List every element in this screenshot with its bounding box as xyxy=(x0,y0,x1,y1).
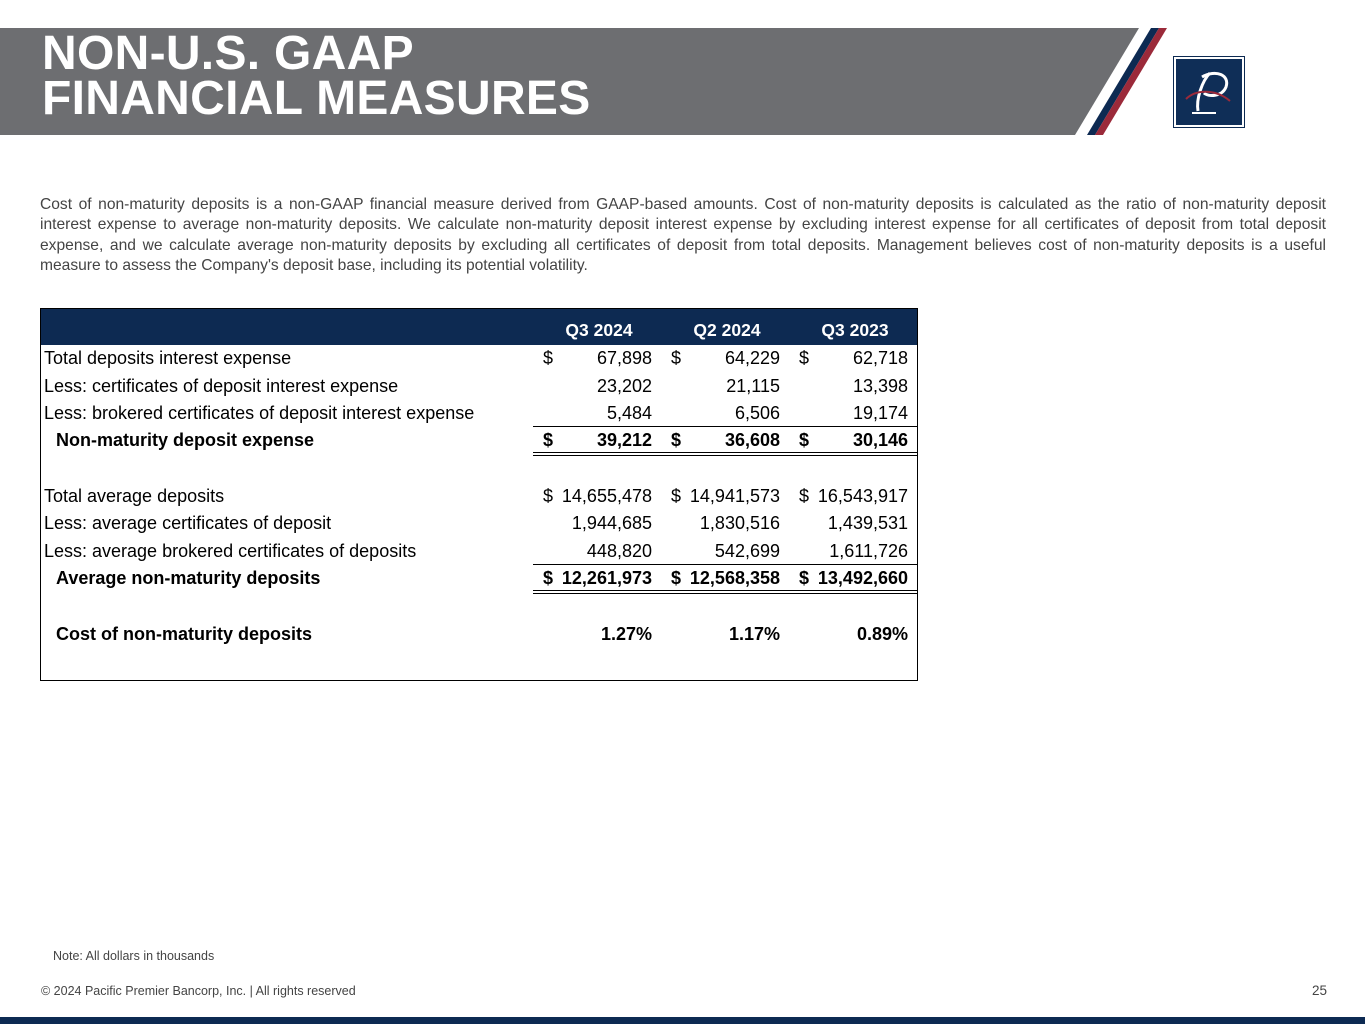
bottom-bar xyxy=(0,1017,1365,1024)
cell-value: 19,174 xyxy=(852,403,908,423)
currency-symbol: $ xyxy=(799,348,810,368)
cell-value: 64,229 xyxy=(724,348,780,368)
cell-value: 5,484 xyxy=(606,403,652,423)
cell-value: 6,506 xyxy=(734,403,780,423)
cell-value: 23,202 xyxy=(596,376,652,396)
page-title xyxy=(42,27,591,125)
table-row-ratio xyxy=(41,621,917,648)
cell-value: 12,568,358 xyxy=(689,568,780,588)
row-label: Less: certificates of deposit interest expense xyxy=(44,376,399,396)
cell-value: 448,820 xyxy=(586,541,652,561)
footnote: Note: All dollars in thousands xyxy=(53,949,215,963)
row-label: Less: average brokered certificates of deposits xyxy=(44,541,417,561)
currency-symbol: $ xyxy=(799,486,810,506)
intro-paragraph: Cost of non-maturity deposits is a non-GAAP financial measure derived from GAAP-based amounts. Cost of non-maturity deposits is calculated as the ratio of non-maturity deposit interest expense to average non-maturity deposits. We calculate non-maturity deposit interest expense by excluding interest expense for all certificates of deposit from total deposit expense, and we calculate average non-maturity deposits by excluding all certificates of deposit from total deposits. Management believes cost of non-maturity deposits is a useful measure to assess the Company's deposit base, including its potential volatility. xyxy=(40,196,1326,275)
currency-symbol: $ xyxy=(543,430,554,450)
currency-symbol: $ xyxy=(671,486,682,506)
currency-symbol: $ xyxy=(671,430,682,450)
cell-value: 36,608 xyxy=(724,430,780,450)
currency-symbol: $ xyxy=(671,568,682,588)
cell-value: 1,944,685 xyxy=(571,513,652,533)
cell-value: 1.27% xyxy=(600,624,652,644)
cell-value: 0.89% xyxy=(856,624,908,644)
row-label: Total deposits interest expense xyxy=(44,348,292,368)
non-gaap-table xyxy=(40,308,918,681)
pacific-premier-p-logo-icon xyxy=(1176,59,1242,125)
table-row xyxy=(41,400,917,427)
currency-symbol: $ xyxy=(799,568,810,588)
currency-symbol: $ xyxy=(543,348,554,368)
currency-symbol: $ xyxy=(799,430,810,450)
row-label: Non-maturity deposit expense xyxy=(56,430,315,450)
row-label: Less: brokered certificates of deposit interest expense xyxy=(44,403,475,423)
cell-value: 1,611,726 xyxy=(829,541,908,561)
page-number: 25 xyxy=(1311,983,1327,998)
table-header xyxy=(41,309,917,345)
table-row xyxy=(41,483,917,510)
row-label: Total average deposits xyxy=(44,486,225,506)
total-double-underline xyxy=(533,452,918,456)
cell-value: 14,941,573 xyxy=(689,486,780,506)
cell-value: 13,492,660 xyxy=(817,568,908,588)
cell-value: 67,898 xyxy=(596,348,652,368)
cell-value: 16,543,917 xyxy=(817,486,908,506)
copyright-footer: © 2024 Pacific Premier Bancorp, Inc. | All rights reserved xyxy=(41,984,356,998)
column-header: Q3 2023 xyxy=(821,320,889,340)
cell-value: 13,398 xyxy=(852,376,908,396)
cell-value: 12,261,973 xyxy=(561,568,652,588)
table-row-subtotal xyxy=(41,565,917,592)
table-row xyxy=(41,538,917,565)
page-title-line2: FINANCIAL MEASURES xyxy=(42,72,591,125)
table-row xyxy=(41,510,917,537)
table-row-subtotal xyxy=(41,427,917,454)
column-header: Q3 2024 xyxy=(565,320,633,340)
row-label: Average non-maturity deposits xyxy=(56,568,321,588)
table-row xyxy=(41,373,917,400)
currency-symbol: $ xyxy=(543,486,554,506)
row-label: Less: average certificates of deposit xyxy=(44,513,332,533)
cell-value: 1.17% xyxy=(728,624,780,644)
cell-value: 21,115 xyxy=(726,376,780,396)
total-double-underline xyxy=(533,590,918,594)
currency-symbol: $ xyxy=(671,348,682,368)
cell-value: 14,655,478 xyxy=(561,486,652,506)
page-title-line1: NON-U.S. GAAP xyxy=(42,27,414,80)
cell-value: 1,830,516 xyxy=(699,513,780,533)
cell-value: 30,146 xyxy=(852,430,908,450)
column-header: Q2 2024 xyxy=(693,320,761,340)
currency-symbol: $ xyxy=(543,568,554,588)
cell-value: 1,439,531 xyxy=(827,513,908,533)
company-logo xyxy=(1173,56,1245,128)
table-row xyxy=(41,345,917,372)
cell-value: 39,212 xyxy=(596,430,652,450)
row-label: Cost of non-maturity deposits xyxy=(56,624,312,644)
cell-value: 542,699 xyxy=(714,541,780,561)
cell-value: 62,718 xyxy=(852,348,908,368)
